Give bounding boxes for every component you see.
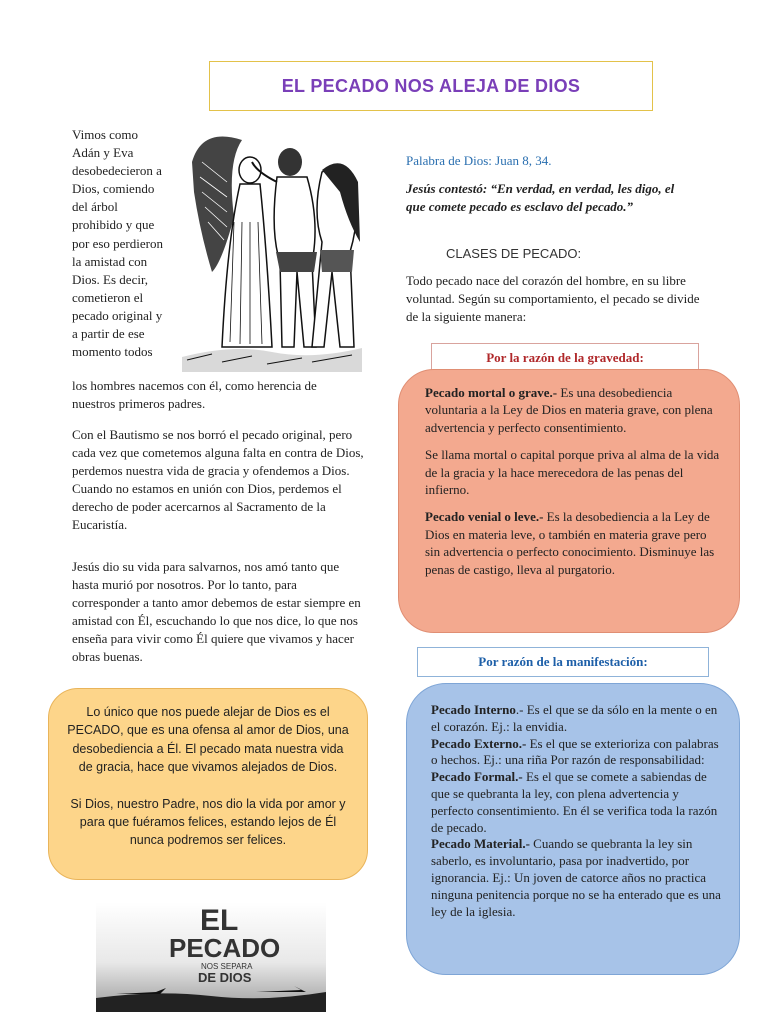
page-title: EL PECADO NOS ALEJA DE DIOS <box>281 75 581 96</box>
mortal-sin-definition: Es una desobediencia voluntaria a la Ley de Dios en materia grave, con plena advertencia y perfecto consentimiento. <box>425 385 713 435</box>
formal-sin-term: Pecado Formal.- <box>431 769 523 785</box>
venial-sin-text <box>425 508 723 578</box>
el-pecado-logo <box>96 902 326 1012</box>
logo-line-pecado: PECADO <box>169 933 281 963</box>
gravity-bubble <box>398 369 740 633</box>
scripture-quote: Jesús contestó: “En verdad, en verdad, les digo, el que comete pecado es esclavo del pecado.” <box>406 181 675 214</box>
classes-intro: Todo pecado nace del corazón del hombre, en su libre voluntad. Según su comportamiento, el pecado se divide de la siguiente manera: <box>406 273 700 324</box>
intro-paragraph: Vimos como Adán y Eva desobedecieron a Dios, comiendo del árbol prohibido y que por eso perdieron la amistad con Dios. Es decir, cometieron el pecado original y a partir de ese momento todos <box>72 127 163 360</box>
logo-line-nos-separa: NOS SEPARA <box>201 962 253 971</box>
manifestation-bubble <box>406 683 740 975</box>
classes-heading: CLASES DE PECADO: <box>446 246 582 261</box>
jesus-paragraph: Jesús dio su vida para salvarnos, nos amó tanto que hasta murió por nosotros. Por lo tanto, para corresponder a tanto amor debemos de estar siempre en amistad con Él, escuchando lo que nos dice, lo que nos enseña para vivir como Él quiere que vivamos y hacer obras buenas. <box>72 559 361 664</box>
intro-paragraph-continued: los hombres nacemos con él, como herencia de nuestros primeros padres. <box>72 378 317 411</box>
material-sin-text <box>431 836 721 920</box>
material-sin-term: Pecado Material.- <box>431 836 530 852</box>
venial-sin-term: Pecado venial o leve.- <box>425 509 544 525</box>
mortal-sin-text <box>425 384 723 436</box>
internal-sin-text <box>431 702 721 736</box>
title-box <box>209 61 653 111</box>
logo-line-el: EL <box>200 904 239 937</box>
internal-sin-term: Pecado Interno <box>431 702 516 717</box>
logo-line-de-dios: DE DIOS <box>198 970 252 985</box>
callout-text-2: Si Dios, nuestro Padre, nos dio la vida por amor y para que fuéramos felices, estando lejos de Él nunca podremos ser felices. <box>70 796 346 848</box>
adam-eve-illustration <box>172 122 370 372</box>
formal-sin-text <box>431 769 721 836</box>
material-sin-definition: Cuando se quebranta la ley sin saberlo, es involuntario, pasa por inadvertido, por ignorancia. Ej.: Un joven de catorce años no practica ninguna penitencia porque no se ha enterado que es una ley de la iglesia. <box>431 836 721 919</box>
manifestation-label: Por razón de la manifestación: <box>417 647 709 677</box>
external-sin-text <box>431 736 721 770</box>
sin-callout <box>48 688 368 880</box>
scripture-reference: Palabra de Dios: Juan 8, 34. <box>406 153 552 168</box>
mortal-sin-note: Se llama mortal o capital porque priva al alma de la vida de la gracia y la hace merecedora de las penas del infierno. <box>425 447 720 498</box>
baptism-paragraph: Con el Bautismo se nos borró el pecado original, pero cada vez que cometemos alguna falta en contra de Dios, perdemos nuestra vida de gracia y ofendemos a Dios. Cuando no estamos en unión con Dios, perdemos el derecho de poder acercarnos al Sacramento de la Eucaristía. <box>72 427 364 532</box>
mortal-sin-term: Pecado mortal o grave.- <box>425 385 558 400</box>
gravity-label: Por la razón de la gravedad: <box>431 343 699 372</box>
formal-sin-definition: Es el que se comete a sabiendas de que se quebranta la ley, con plena advertencia y perfecto consentimiento. En él se verifica toda la razón de pecado. <box>431 769 718 835</box>
external-sin-term: Pecado Externo.- <box>431 735 527 751</box>
venial-sin-definition: Es la desobediencia a la Ley de Dios en materia leve, o también en materia grave pero sin advertencia o perfecto conocimiento. Disminuye las penas de castigo, lleva al purgatorio. <box>425 509 715 577</box>
callout-text-1: Lo único que nos puede alejar de Dios es el PECADO, que es una ofensa al amor de Dios, una desobediencia a Él. El pecado mata nuestra vida de gracia, hace que vivamos alejados de Dios. <box>67 705 349 775</box>
external-sin-definition: Es el que se exterioriza con palabras o hechos. Ej.: una riña Por razón de responsabilidad: <box>431 735 719 768</box>
internal-sin-definition: .- Es el que se da sólo en la mente o en el corazón. Ej.: la envidia. <box>431 702 718 734</box>
